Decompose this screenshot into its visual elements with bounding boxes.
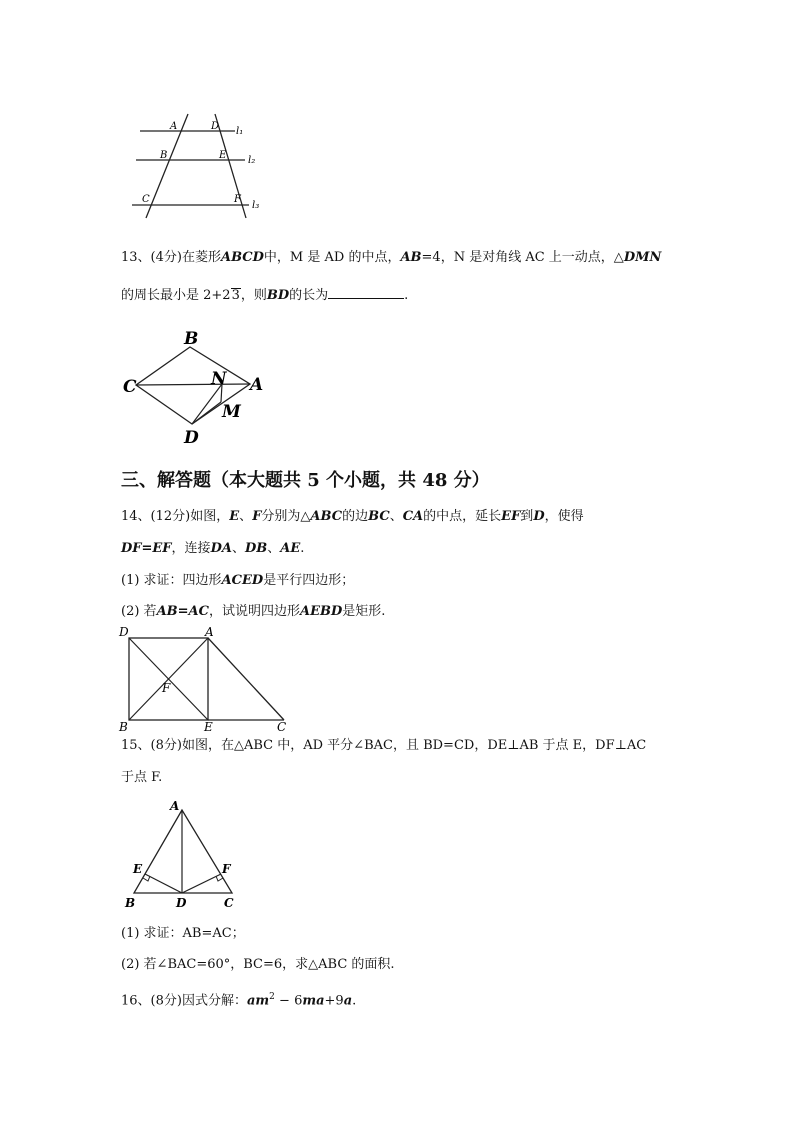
segment-DE	[145, 874, 182, 893]
q15-line1: 15、(8分)如图，在△ABC 中，AD 平分∠BAC，且 BD=CD，DE⊥AB 于点 E，DF⊥AC	[121, 738, 647, 753]
label-F: F	[234, 194, 241, 205]
label-E: E	[204, 720, 213, 734]
segment-AC	[208, 638, 284, 720]
label-D: D	[184, 428, 199, 448]
q16-number: 16、(8分)	[121, 993, 182, 1009]
q13-line1: 13、(4分)在菱形ABCD中，M 是 AD 的中点，AB=4，N 是对角线 AC 上一动点，△DMN	[121, 250, 662, 265]
q15-part1: (1) 求证：AB=AC；	[121, 926, 245, 941]
segment-DF	[182, 874, 221, 893]
label-N: N	[211, 369, 227, 389]
figure-parallel-lines	[128, 112, 278, 222]
q14-number: 14、(12分)	[121, 509, 191, 524]
q15-part2: (2) 若∠BAC=60°，BC=6，求△ABC 的面积.	[121, 957, 395, 972]
q14-part1: (1) 求证：四边形ACED是平行四边形；	[121, 573, 355, 588]
label-A: A	[170, 799, 180, 813]
label-l2: l₂	[248, 155, 256, 166]
label-C: C	[142, 194, 150, 205]
label-E: E	[133, 862, 143, 876]
q13-line2: 的周长最小是 2+23，则BD的长为 .	[121, 285, 408, 305]
section-title: 三、解答题（本大题共 5 个小题，共 48 分）	[121, 470, 490, 491]
label-A: A	[170, 121, 178, 132]
label-E: E	[219, 150, 227, 161]
figure-rectangle-triangle	[116, 624, 301, 736]
label-B: B	[160, 150, 168, 161]
q14-line2: DF=EF，连接DA、DB、AE.	[121, 541, 305, 556]
label-B: B	[184, 329, 199, 349]
label-A: A	[250, 375, 264, 395]
label-B: B	[119, 720, 128, 734]
label-M: M	[222, 402, 241, 422]
answer-blank[interactable]	[328, 285, 404, 299]
figure-isosceles-triangle	[120, 798, 248, 912]
label-D: D	[211, 121, 220, 132]
label-l1: l₁	[236, 126, 244, 137]
q14-part2: (2) 若AB=AC，试说明四边形AEBD是矩形.	[121, 604, 386, 619]
diagonal-CA	[136, 384, 250, 385]
q13-number: 13、(4分)	[121, 250, 182, 265]
sqrt-3: 3	[231, 288, 240, 303]
label-C: C	[277, 720, 287, 734]
label-D: D	[119, 625, 129, 639]
label-D: D	[176, 896, 187, 910]
q15-number: 15、(8分)	[121, 738, 182, 753]
label-A: A	[205, 625, 214, 639]
label-C: C	[123, 377, 137, 397]
label-C: C	[224, 896, 234, 910]
label-F: F	[222, 862, 231, 876]
label-l3: l₃	[252, 200, 260, 211]
transversal-left	[146, 114, 188, 218]
figure-rhombus	[118, 326, 268, 448]
q16-line: 16、(8分)因式分解：$am^2 - 6ma+9a$.	[121, 992, 357, 1009]
label-F: F	[162, 681, 171, 695]
q14-line1: 14、(12分)如图，E、F分别为△ABC的边BC、CA的中点，延长EF到D，使得	[121, 509, 584, 524]
label-B: B	[125, 896, 136, 910]
q15-line2: 于点 F.	[121, 770, 163, 785]
